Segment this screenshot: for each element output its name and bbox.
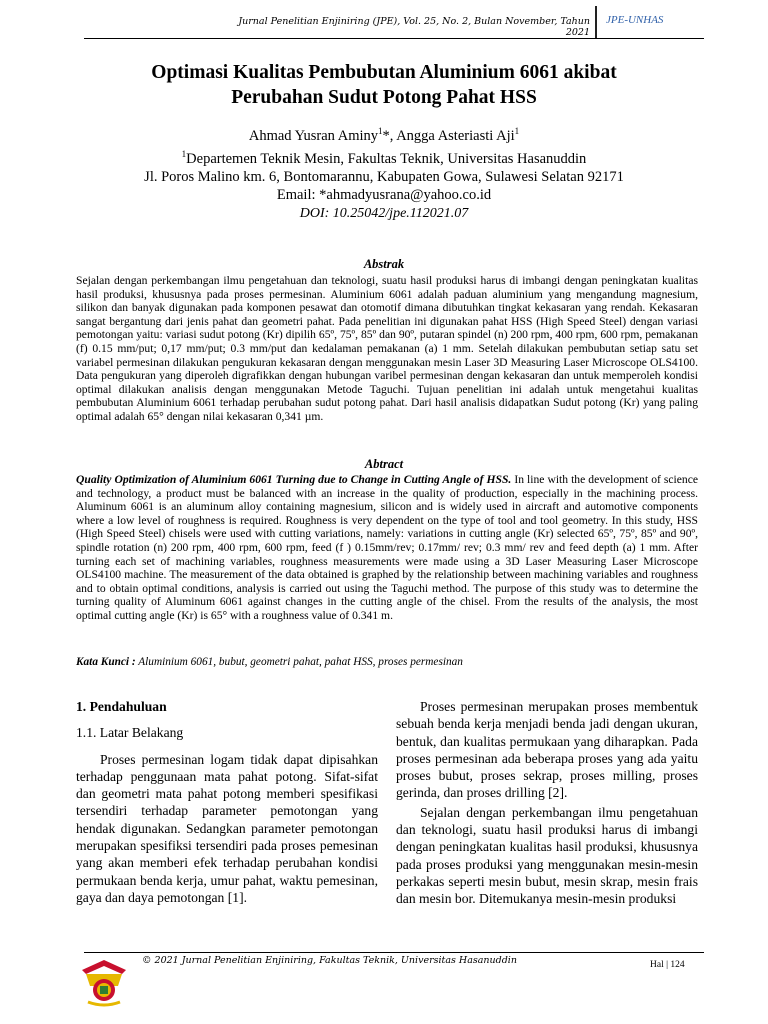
section-heading: 1. Pendahuluan	[76, 699, 167, 714]
author-block	[60, 122, 708, 204]
author-names: Ahmad Yusran Aminy$^1$*, Angga Asteriasti Aji$^1$	[248, 126, 520, 144]
keywords	[76, 656, 698, 668]
email: Email: *ahmadyusrana@yahoo.co.id	[276, 186, 492, 203]
subsection-heading: 1.1. Latar Belakang	[76, 725, 184, 741]
footer-copyright: © 2021 Jurnal Penelitian Enjiniring, Fakultas Teknik, Universitas Hasanuddin	[142, 955, 517, 966]
page-number: Hal | 124	[650, 960, 685, 970]
footer-rule	[84, 952, 704, 953]
running-header: Jurnal Penelitian Enjiniring (JPE), Vol. 25, No. 2, Bulan November, Tahun 2021	[238, 16, 590, 38]
affiliation: $^1$Departemen Teknik Mesin, Fakultas Teknik, Universitas Hasanuddin	[181, 148, 587, 167]
university-logo	[78, 956, 130, 1008]
keywords-text: Aluminium 6061, bubut, geometri pahat, pahat HSS, proses permesinan	[135, 656, 463, 668]
keywords-label: Kata Kunci :	[76, 656, 136, 668]
paragraph: Proses permesinan logam tidak dapat dipisahkan terhadap penggunaan mata pahat potong. Sifat-sifat dan geometri mata pahat potong memberi spesifikasi tersendiri terhadap parameter pemotongan yang hendak digunakan. Sedangkan parameter pemotongan merupakan spesifiksi tersendiri pada proses pemesinan yang akan memberi efek terhadap perubahan kondisi permukaan benda kerja, umur pahat, waktu pemesinan, gaya dan daya pemotongan [1].	[76, 751, 378, 905]
abtract-heading: Abtract	[364, 457, 404, 471]
paragraph: Proses permesinan merupakan proses membentuk sebuah benda kerja menjadi benda jadi dengan ukuran, bentuk, dan kualitas permukaan yang diharapkan. Pada proses permesinan ada beberapa proses yang ada yaitu proses bubut, proses sekrap, proses milling, proses gerinda, dan proses drilling [2].	[396, 699, 698, 801]
abtract-text: Quality Optimization of Aluminium 6061 Turning due to Change in Cutting Angle of HSS. In line with the development of science and technology, a product must be balanced with an increase in the quality of production, especially in the machining process. Aluminum 6061 is an aluminum alloy containing magnesium, silicon and is widely used in aircraft and automotive components where a low level of roughness is required. Roughness is very dependent on the type of tool and tool geometry. In this study, HSS (High Speed Steel) chisels were used with cutting variations, namely: variations in cutting angle (Kr) selected 65º, 75º, 85º and 90º, spindle rotation (n) 200 rpm, 400 rpm, 600 rpm, feed (f ) 0.15mm/rev; 0.17mm/ rev; 0.3 mm/ rev and feed depth (a) 1 mm. After turning each set of machining variables, roughness measurements were made using a 3D Laser Measuring Laser Microscope OLS4100 machine. The measurement of the data obtained is graphed by the relationship between machining variables and roughness and to obtain optimal conditions, analysis is carried out using the Taguchi method. The purpose of this study was to determine the turning quality of Aluminum 6061 against changes in the cutting angle of the chisel. From the results of the analysis, the most optimal cutting angle (Kr) is 65° with a roughness value of 0.341 m.	[76, 473, 698, 622]
title-line-1: Optimasi Kualitas Pembubutan Aluminium 6061 akibat	[151, 62, 617, 83]
header-rule	[84, 38, 704, 39]
left-column	[76, 698, 378, 906]
address: Jl. Poros Malino km. 6, Bontomarannu, Kabupaten Gowa, Sulawesi Selatan 92171	[144, 168, 624, 185]
abstrak-text: Sejalan dengan perkembangan ilmu pengetahuan dan teknologi, suatu hasil produksi harus di imbangi dengan peningkatan kualitas hasil produksi, khususnya pada proses permesinan. Aluminium 6061 adalah paduan aluminium yang mengandung magnesium, silikon dan banyak digunakan pada komponen pesawat dan otomotif dimana dibutuhkan tingkat kekasaran yang rendah. Kekasaran sangat bergantung dari jenis pahat dan geometri pahat. Pada penelitian ini digunakan pahat HSS (High Speed Steel) dengan variasi pemotongan yaitu: variasi sudut potong (Kr) dipilih 65º, 75º, 85º dan 90º, putaran spindel (n) 200 rpm, 400 rpm, 600 rpm, pemakanan (f) 0.15 mm/put; 0,17 mm/put; 0.3 mm/put dan kedalaman pemakanan (a) 1 mm. Setelah dilakukan pembubutan setiap satu set variabel permesinan dilakukan pengukuran kekasaran dengan menggunakan mesin Laser 3D Measuring Laser Microscope OLS4100. Data pengukuran yang diperoleh digrafikkan dengan hubungan varibel permesinan dengan kekasaran dan untuk memperoleh kondisi optimal dilakukan analisis dengan menggunakan Metode Taguchi. Tujuan penelitian ini adalah untuk mengetahui kualitas pembubutan Aluminium 6061 terhadap perubahan sudut potong pahat. Dari hasil analisis didapatkan Sudut potong (Kr) yang paling optimal adalah 65° dengan nilai kekasaran 0,341 µm.	[76, 274, 698, 423]
title-line-2: Perubahan Sudut Potong Pahat HSS	[231, 87, 537, 108]
journal-tag: JPE-UNHAS	[606, 14, 664, 26]
abstrak-heading: Abstrak	[363, 257, 405, 271]
paragraph: Sejalan dengan perkembangan ilmu pengetahuan dan teknologi, suatu hasil produksi harus di imbangi dengan peningkatan kualitas hasil produksi, khususnya pada proses produksi yang menggunakan mesin-mesin perkakas seperti mesin bubut, mesin skrap, mesin frais dan mesin bor. Ditemukanya mesin-mesin produksi	[396, 804, 698, 907]
paper-title	[60, 60, 708, 110]
doi: DOI: 10.25042/jpe.112021.07	[299, 206, 469, 221]
abtract-lead: Quality Optimization of Aluminium 6061 Turning due to Change in Cutting Angle of HSS.	[76, 473, 512, 486]
header-divider	[595, 6, 597, 38]
right-column	[396, 698, 698, 908]
